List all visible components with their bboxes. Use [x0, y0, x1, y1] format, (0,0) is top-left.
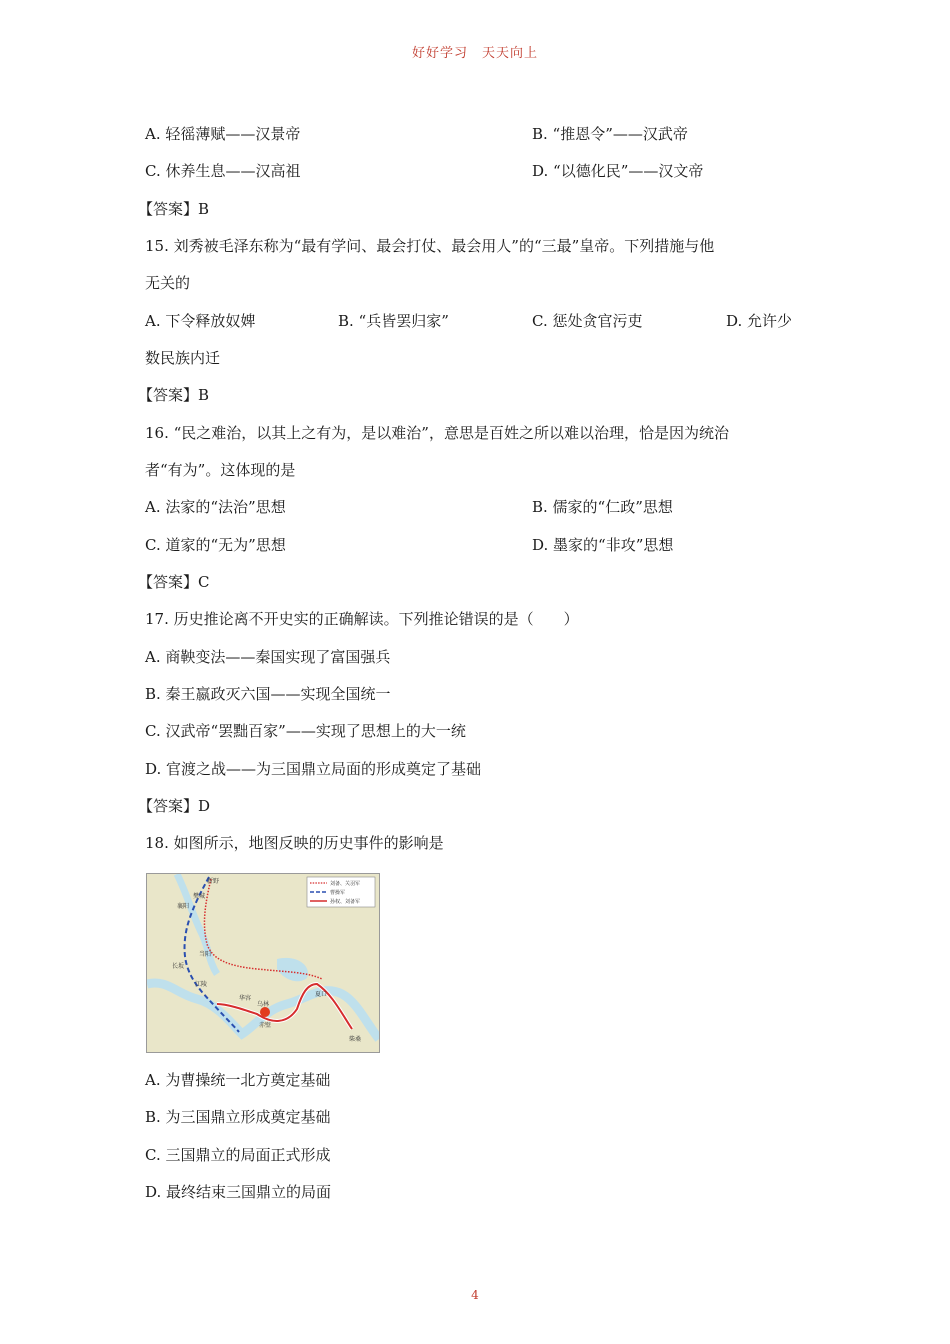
q15-stem-line2: 无关的	[145, 274, 191, 292]
q14-option-d: D. “以德化民”——汉文帝	[532, 162, 704, 180]
q17-stem: 17. 历史推论离不开史实的正确解读。下列推论错误的是（ ）	[145, 610, 579, 628]
q14-answer: 【答案】B	[138, 200, 210, 218]
q18-option-a: A. 为曹操统一北方奠定基础	[145, 1071, 331, 1089]
place-fancheng: 樊城	[193, 893, 206, 900]
han-river	[177, 874, 220, 974]
q15-option-d-continued: 数民族内迁	[145, 349, 221, 367]
legend-sunquan-label: 孙权、刘备军	[330, 899, 361, 905]
q15-option-a: A. 下令释放奴婢	[145, 312, 256, 330]
q17-option-d: D. 官渡之战——为三国鼎立局面的形成奠定了基础	[145, 760, 482, 778]
place-chibi: 赤壁	[259, 1022, 272, 1029]
place-changban: 长坂	[172, 963, 185, 970]
q16-option-b: B. 儒家的“仁政”思想	[532, 498, 673, 516]
battle-site-icon	[260, 1007, 270, 1017]
q14-option-a: A. 轻徭薄赋——汉景帝	[145, 125, 301, 143]
place-wulin: 乌林	[257, 1001, 270, 1008]
liubei-route	[204, 879, 322, 979]
red-cliffs-battle-map	[146, 873, 380, 1053]
place-jiangling: 江陵	[195, 981, 208, 988]
q16-stem-line2: 者“有为”。这体现的是	[145, 461, 296, 479]
q15-option-d: D. 允许少	[726, 312, 793, 330]
q16-option-a: A. 法家的“法治”思想	[145, 498, 286, 516]
q16-stem-line1: 16. “民之难治，以其上之有为，是以难治”，意思是百姓之所以难以治理，恰是因为统治	[145, 424, 729, 442]
q17-option-a: A. 商鞅变法——秦国实现了富国强兵	[145, 648, 391, 666]
q15-option-c: C. 惩处贪官污吏	[532, 312, 643, 330]
place-dangyang: 当阳	[199, 951, 212, 958]
q16-answer: 【答案】C	[138, 573, 210, 591]
q17-option-b: B. 秦王嬴政灭六国——实现全国统一	[145, 685, 391, 703]
q15-answer: 【答案】B	[138, 386, 210, 404]
legend-liubei-label: 刘备、关羽军	[330, 881, 361, 887]
page-header: 好好学习 天天向上	[411, 46, 538, 61]
q16-option-c: C. 道家的“无为”思想	[145, 536, 286, 554]
q18-option-b: B. 为三国鼎立形成奠定基础	[145, 1108, 331, 1126]
q15-option-b: B. “兵皆罢归家”	[338, 312, 449, 330]
place-chaisang: 柴桑	[349, 1036, 362, 1043]
place-xiakou: 夏口	[315, 991, 328, 998]
legend-caocao-label: 曹操军	[330, 890, 346, 896]
q15-stem-line1: 15. 刘秀被毛泽东称为“最有学问、最会打仗、最会用人”的“三最”皇帝。下列措施与他	[145, 237, 715, 255]
q18-option-c: C. 三国鼎立的局面正式形成	[145, 1146, 331, 1164]
q16-option-d: D. 墨家的“非攻”思想	[532, 536, 674, 554]
q14-option-c: C. 休养生息——汉高祖	[145, 162, 301, 180]
q17-option-c: C. 汉武帝“罢黜百家”——实现了思想上的大一统	[145, 722, 466, 740]
place-xiangyang: 襄阳	[177, 903, 190, 910]
page-number: 4	[471, 1288, 479, 1302]
q18-option-d: D. 最终结束三国鼎立的局面	[145, 1183, 332, 1201]
place-xinye: 新野	[207, 878, 220, 885]
q14-option-b: B. “推恩令”——汉武帝	[532, 125, 688, 143]
q17-answer: 【答案】D	[138, 797, 211, 815]
place-huarong: 华容	[239, 995, 252, 1002]
q18-stem: 18. 如图所示，地图反映的历史事件的影响是	[145, 834, 444, 852]
lake	[277, 958, 308, 981]
map-graphic	[147, 874, 379, 1052]
